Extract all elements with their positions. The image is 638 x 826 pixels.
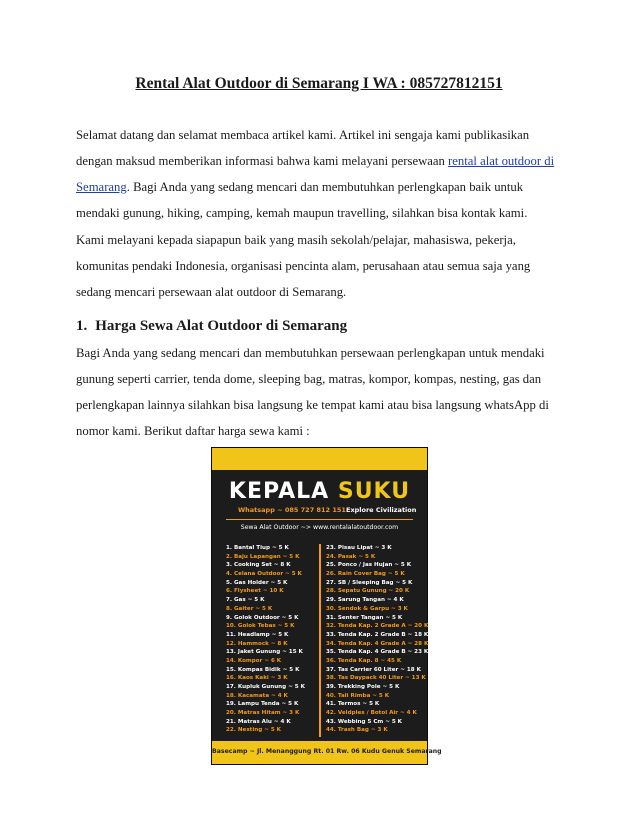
price-item: 22. Nesting ~ 5 K	[226, 727, 281, 734]
price-item: 14. Kompor ~ 6 K	[226, 657, 282, 664]
price-item: 24. Pasak ~ 5 K	[326, 553, 376, 560]
price-list-right	[326, 544, 429, 735]
price-item: 8. Gaiter ~ 5 K	[226, 605, 273, 612]
intro-text-after: . Bagi Anda yang sedang mencari dan membutuhkan perlengkapan baik untuk mendaki gunung, hiking, camping, kemah maupun travelling, silahkan bisa kontak kami.	[76, 180, 528, 220]
price-item: 11. Headlamp ~ 5 K	[226, 631, 289, 638]
services-paragraph: Kami melayani kepada siapapun baik yang masih sekolah/pelajar, mahasiswa, pekerja, komunitas pendaki Indonesia, organisasi pencinta alam, perusahaan atau semua saja yang sedang mencari persewaan alat outdoor di Semarang.	[76, 233, 531, 299]
page-title: Rental Alat Outdoor di Semarang I WA : 085727812151	[135, 75, 503, 92]
price-item: 40. Tali Rimba ~ 5 K	[326, 692, 390, 699]
price-item: 42. Veldples / Botol Air ~ 4 K	[326, 710, 417, 717]
intro-text-before: Selamat datang dan selamat membaca artikel kami. Artikel ini sengaja kami publikasikan dengan maksud memberikan informasi bahwa kami melayani persewaan	[76, 128, 530, 168]
brand-word-kepala: KEPALA	[228, 479, 330, 504]
price-item: 3. Cooking Set ~ 8 K	[226, 562, 291, 569]
section-number: 1.	[76, 318, 88, 334]
section-heading-text: Harga Sewa Alat Outdoor di Semarang	[95, 318, 348, 334]
price-item: 28. Sepatu Gunung ~ 20 K	[326, 588, 410, 595]
section-heading	[76, 318, 347, 335]
price-item: 21. Matras Alu ~ 4 K	[226, 718, 291, 725]
price-item: 4. Celana Outdoor ~ 5 K	[226, 571, 302, 578]
price-item: 36. Tenda Kap. 8 ~ 45 K	[326, 657, 402, 664]
price-item: 37. Tas Carrier 60 Liter ~ 18 K	[326, 666, 421, 673]
price-list-flyer	[211, 447, 442, 765]
price-item: 26. Rain Cover Bag ~ 5 K	[326, 571, 405, 578]
price-item: 31. Senter Tangan ~ 5 K	[326, 614, 403, 621]
price-item: 23. Pisau Lipat ~ 3 K	[326, 545, 392, 551]
flyer-contact-row	[212, 506, 427, 518]
flyer-basecamp-address: Basecamp ~ Jl. Menanggung Rt. 01 Rw. 06 Kudu Genuk Semarang	[212, 748, 442, 755]
price-item: 17. Kupluk Gunung ~ 5 K	[226, 684, 305, 690]
price-item: 20. Matras Hitam ~ 3 K	[226, 710, 300, 717]
price-item: 30. Sendok & Garpu ~ 3 K	[326, 605, 408, 612]
price-item: 34. Tenda Kap. 4 Grade A ~ 28 K	[326, 640, 429, 647]
price-item: 33. Tenda Kap. 2 Grade B ~ 18 K	[326, 631, 429, 638]
flyer-website: Sewa Alat Outdoor ~> www.rentalalatoutdoor.com	[240, 524, 399, 531]
intro-paragraph	[76, 122, 568, 226]
price-item: 10. Golok Tebas ~ 5 K	[226, 623, 295, 630]
price-item: 7. Gas ~ 5 K	[226, 597, 265, 604]
price-item: 38. Tas Daypack 40 Liter ~ 13 K	[326, 675, 426, 682]
flyer-whatsapp: Whatsapp ~ 085 727 812 151	[238, 506, 346, 514]
price-item: 39. Trekking Pole ~ 5 K	[326, 684, 400, 690]
price-item: 12. Hammock ~ 8 K	[226, 640, 288, 647]
flyer-tagline: Explore Civilization	[346, 506, 417, 514]
price-item: 1. Bantal Tiup ~ 5 K	[226, 545, 289, 551]
price-item: 25. Ponco / Jas Hujan ~ 5 K	[326, 562, 412, 569]
brand-word-suku: SUKU	[337, 479, 411, 504]
price-item: 43. Webbing 5 Cm ~ 5 K	[326, 718, 403, 725]
column-separator	[319, 544, 321, 737]
flyer-brand	[212, 479, 427, 504]
price-item: 15. Kompas Bidik ~ 5 K	[226, 666, 300, 673]
flyer-top-band	[212, 448, 427, 470]
price-item: 6. Flysheet ~ 10 K	[226, 588, 284, 595]
price-list-left	[226, 544, 316, 735]
price-intro-paragraph: Bagi Anda yang sedang mencari dan membutuhkan persewaan perlengkapan untuk mendaki gunung seperti carrier, tenda dome, sleeping bag, matras, kompor, kompas, nesting, gas dan perlengkapan lainnya silahkan bisa langsung ke tempat kami atau bisa langsung whatsApp di nomor kami. Berikut daftar harga sewa kami :	[76, 346, 549, 438]
price-item: 27. SB / Sleeping Bag ~ 5 K	[326, 579, 413, 586]
price-item: 35. Tenda Kap. 4 Grade B ~ 23 K	[326, 649, 429, 656]
price-item: 13. Jaket Gunung ~ 15 K	[226, 649, 303, 656]
price-item: 41. Termos ~ 5 K	[326, 701, 380, 708]
price-item: 2. Baju Lapangan ~ 5 K	[226, 553, 300, 560]
flyer-divider	[226, 519, 413, 520]
rental-link[interactable]: rental alat outdoor di Semarang	[76, 154, 555, 194]
price-item: 29. Sarung Tangan ~ 4 K	[326, 597, 404, 604]
price-item: 32. Tenda Kap. 2 Grade A ~ 20 K	[326, 623, 429, 630]
price-item: 44. Trash Bag ~ 3 K	[326, 727, 388, 734]
price-item: 19. Lampu Tenda ~ 5 K	[226, 701, 299, 708]
price-item: 9. Golok Outdoor ~ 5 K	[226, 614, 299, 621]
price-item: 18. Kacamata ~ 4 K	[226, 692, 288, 699]
price-item: 16. Kaos Kaki ~ 3 K	[226, 675, 288, 682]
price-item: 5. Gas Holder ~ 5 K	[226, 579, 288, 586]
